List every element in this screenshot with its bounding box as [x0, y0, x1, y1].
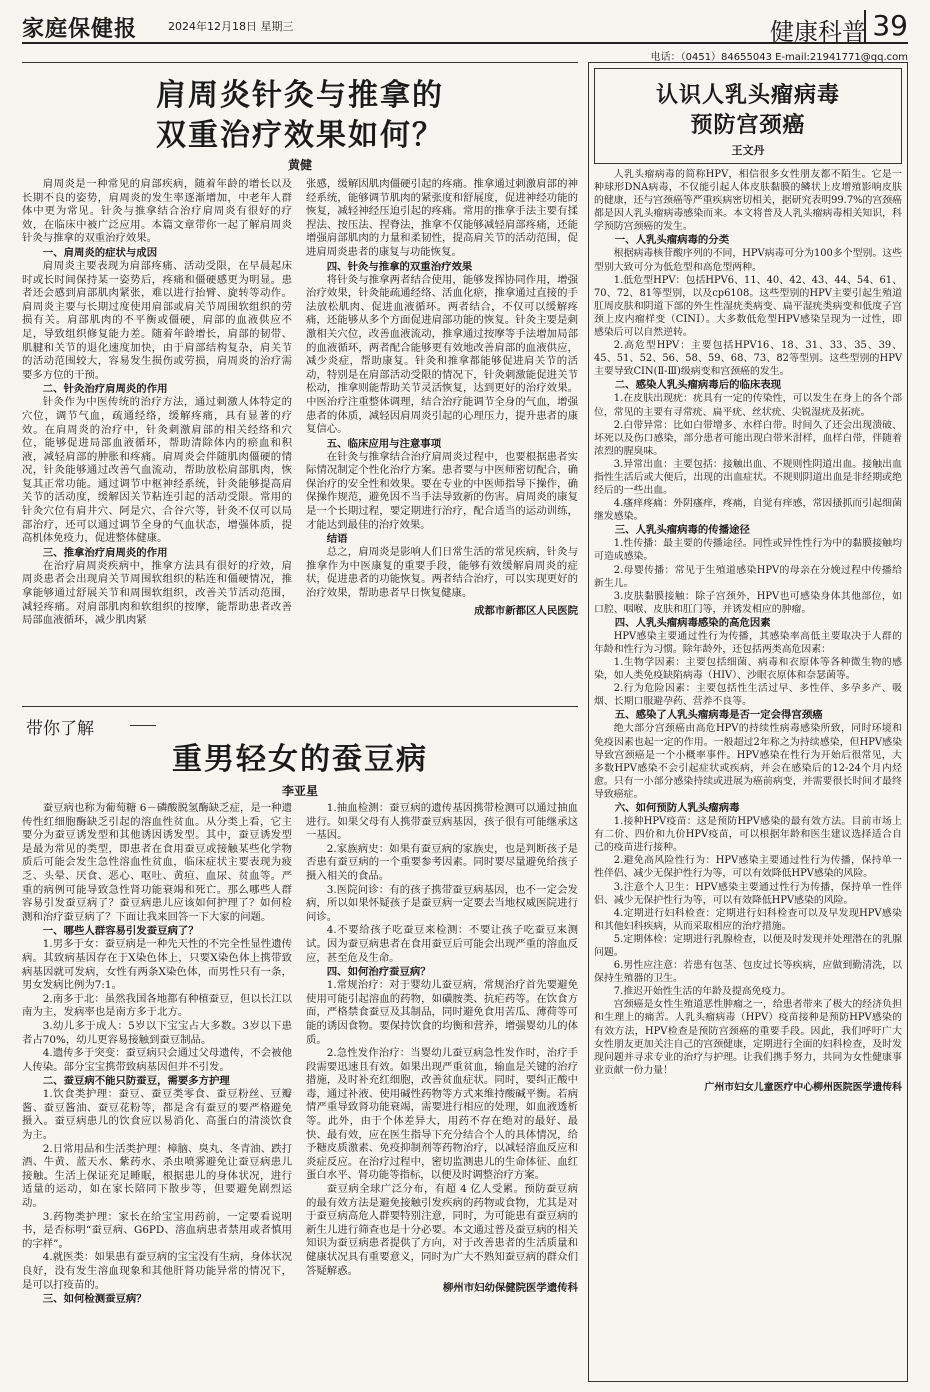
section-heading: 六、如何预防人乳头瘤病毒: [614, 802, 740, 815]
section-heading: 三、推拿治疗肩周炎的作用: [42, 546, 168, 559]
article1-column-1: [22, 178, 292, 700]
paragraph: 1.男多于女：蚕豆病是一种先天性的不完全性显性遗传病。其致病基因存在于X染色体上，只要X染色体上携带致病基因就可发病，女性有两条X染色体，而男性只有一条，男女发病比例为7:1。: [22, 938, 292, 992]
title-line: 肩周炎针灸与推拿的: [156, 78, 444, 113]
paragraph: 1.抽血检测：蚕豆病的遗传基因携带检测可以通过抽血进行。如果父母有人携带蚕豆病基因，孩子很有可能继承这一基因。: [306, 802, 578, 842]
contact-line: 电话：（0451）84655043 E-mail:21941771@qq.com: [650, 52, 908, 63]
section-heading: 四、针灸与推拿的双重治疗效果: [326, 260, 473, 273]
section-heading: 二、针灸治疗肩周炎的作用: [42, 383, 168, 396]
paragraph: 肩周炎主要表现为肩部疼痛、活动受限，在早晨起床时或长时间保持某一姿势后，疼痛和僵硬感更为明显。患者还会感到肩部肌肉紧张，难以进行抬臂、旋转等动作。肩周炎主要与长期过度使用肩部或肩关节周围软组织的劳损有关。肩部肌肉的不平衡或僵硬，肩部的血液供应不足，导致组织修复能力差。随着年龄增长，肩部的韧带、肌腱和关节的退化速度加快，由于肩部结构复杂，肩关节的活动范围较大，容易发生损伤或劳损，肩周炎的治疗需要多方位的干预。: [22, 259, 292, 381]
paragraph: 2.母婴传播：常见于生殖道感染HPV的母亲在分娩过程中传播给新生儿。: [594, 564, 902, 589]
paragraph: 1.生物学因素：主要包括细菌、病毒和衣原体等各种微生物的感染，如人类免疫缺陷病毒（HIV）、沙眼衣原体和奈瑟菌等。: [594, 657, 902, 682]
section-heading: 四、如何治疗蚕豆病？: [326, 966, 431, 979]
paragraph: 4.不要给孩子吃蚕豆来检测：不要让孩子吃蚕豆来测试。因为蚕豆病患者在食用蚕豆后可能会出现严重的溶血反应，甚至危及生命。: [306, 924, 578, 964]
article3-author: 王文丹: [731, 144, 765, 157]
paragraph: 3.药物类护理：家长在给宝宝用药前，一定要看说明书，是否标明“蚕豆病、G6PD、溶血病患者禁用或者慎用的字样”。: [22, 1210, 292, 1250]
paragraph: 1.饮食类护理：蚕豆、蚕豆类零食、蚕豆粉丝、豆瓣酱、蚕豆酱油、蚕豆花粉等，都是含有蚕豆的要严格避免摄入。蚕豆病患儿的饮食应以易消化、高蛋白的清淡饮食为主。: [22, 1088, 292, 1142]
section-title: 健康科普: [770, 18, 866, 46]
paragraph: 2.家族病史：如果有蚕豆病的家族史，也是判断孩子是否患有蚕豆病的一个重要参考因素。同时要尽量避免给孩子摄入相关的食品。: [306, 842, 578, 882]
article3-body: [594, 168, 902, 1376]
paragraph: 2.白带异常：比如白带增多、水样白带。时间久了还会出现溃破、坏死以及伤口感染，部分患者可能出现白带米泔样，血样白带，伴随着浓烈的腥臭味。: [594, 419, 902, 457]
divider: [22, 706, 578, 707]
section-heading: 一、肩周炎的症状与成因: [42, 246, 158, 259]
section-heading: 二、感染人乳头瘤病毒后的临床表现: [614, 379, 782, 392]
paragraph: 5.定期体检：定期进行乳腺检查，以便及时发现并处理潜在的乳腺问题。: [594, 933, 902, 958]
page-number: 39: [864, 10, 908, 42]
paragraph: 6.男性应注意：若患有包茎、包皮过长等疾病，应做到勤清洗，以保持生殖器的卫生。: [594, 960, 902, 985]
article1-author: 黄健: [287, 158, 312, 172]
section-heading: 五、临床应用与注意事项: [326, 437, 442, 450]
paragraph: 2.避免高风险性行为：HPV感染主要通过性行为传播，保持单一性伴侣、减少无保护性行为等，可以有效降低HPV感染的风险。: [594, 855, 902, 880]
paragraph: 3.注意个人卫生：HPV感染主要通过性行为传播，保持单一性伴侣、减少无保护性行为等，可以有效降低HPV感染的风险。: [594, 881, 902, 906]
section-heading: 三、人乳头瘤病毒的传播途径: [614, 524, 750, 537]
section-heading: 二、蚕豆病不能只防蚕豆，需要多方护理: [42, 1075, 230, 1088]
paragraph: 人乳头瘤病毒的简称HPV，相信很多女性朋友都不陌生。它是一种球形DNA病毒，不仅能引起人体皮肤黏膜的鳞状上皮增殖影响皮肤的健康，还与宫颈癌等严重疾病密切相关，据研究表明99.7%的宫颈癌都是因人乳头瘤病毒感染而来。本文将普及人乳头瘤病毒相关知识，科学预防宫颈癌的发生。: [594, 169, 902, 233]
paragraph: 肩周炎是一种常见的肩部疾病，随着年龄的增长以及长期不良的姿势，肩周炎的发生率逐渐增加，中老年人群体中更为常见。针灸与推拿结合治疗肩周炎有很好的疗效，在临床中被广泛应用。本篇文章带你一起了解肩周炎针灸与推拿的双重治疗效果。: [22, 178, 292, 245]
paragraph: 针灸作为中医传统的治疗方法，通过刺激人体特定的穴位，调节气血，疏通经络，缓解疼痛，具有显著的疗效。在肩周炎的治疗中，针灸刺激肩部的相关经络和穴位，能够促进局部血液循环，帮助清除体内的瘀血和积液，减轻肩部的肿胀和疼痛。肩周炎会伴随肌肉僵硬的情况，针灸能够通过改善气血流动，帮助放松肩部肌肉，恢复其正常功能。通过调节中枢神经系统，针灸能够提高肩关节的活动度，缓解因关节粘连引起的活动受限。常用的针灸穴位有肩井穴、阿是穴、合谷穴等，针灸不仅可以局部治疗，还可以通过调节全身的气血状态，增强体质，提高机体免疫力，促进整体健康。: [22, 396, 292, 545]
article1-column-2: [306, 178, 578, 700]
section-heading: 五、感染了人乳头瘤病毒是否一定会得宫颈癌: [614, 709, 823, 722]
article3-title: [594, 80, 902, 140]
article2-author: 李亚星: [281, 784, 318, 798]
paragraph: 蚕豆病全球广泛分布，有超 4 亿人受累。预防蚕豆病的最有效方法是避免接触引发疾病的药物或食物，尤其是对于蚕豆病高危人群要特别注意，同时，为可能患有蚕豆病的新生儿进行筛查也是十分必要。本文通过普及蚕豆病的相关知识为蚕豆病患者提供了方向，对于改善患者的生活质量和健康状况具有重要意义，同时为广大不熟知蚕豆病的群众们答疑解惑。: [306, 1183, 578, 1277]
masthead: [22, 9, 908, 46]
article2-column-1: [22, 802, 292, 1382]
paragraph: 1.接种HPV疫苗：这是预防HPV感染的最有效方法。目前市场上有二价、四价和九价HPV疫苗，可以根据年龄和医生建议选择适合自己的疫苗进行接种。: [594, 816, 902, 854]
section-heading: 四、人乳头瘤病毒感染的高危因素: [614, 616, 771, 629]
paragraph: 3.医院问诊：有的孩子携带蚕豆病基因，也不一定会发病，所以如果怀疑孩子是蚕豆病一定要去当地权威医院进行问诊。: [306, 883, 578, 923]
paragraph: 宫颈癌是女性生殖道恶性肿瘤之一，给患者带来了极大的经济负担和生理上的痛苦。人乳头瘤病毒（HPV）疫苗接种是预防HPV感染的有效方法，HPV检查是预防宫颈癌的重要手段。因此，我们呼吁广大女性朋友更加关注自己的宫颈健康，定期进行全面的妇科检查，及时发现问题并寻求专业的治疗与护理。让我们携手努力，共同为女性健康事业贡献一份力量！: [594, 999, 902, 1076]
paragraph: 2.日常用品和生活类护理：樟脑、臭丸、冬青油、跌打酒、牛黄、蓝天水、紫药水、杀虫喷雾避免让蚕豆病患儿接触。生活上保证充足睡眠，根据患儿的身体状况，进行适量的运动，如在家长陪同下散步等，但要避免剧烈运动。: [22, 1142, 292, 1210]
paragraph: 7.推迟开始性生活的年龄及提高免疫力。: [613, 986, 792, 998]
section-heading: 三、如何检测蚕豆病？: [42, 1293, 147, 1306]
paragraph: 4.瘙痒疼痛：外阴瘙痒，疼痛，自觉有痒感，常因搔抓而引起细菌继发感染。: [594, 498, 902, 523]
paper-name: 家庭保健报: [22, 17, 138, 42]
paragraph: 张感，缓解因肌肉僵硬引起的疼痛。推拿通过刺激肩部的神经系统，能够调节肌肉的紧张度和舒展度，促进神经功能的恢复，减轻神经压迫引起的疼痛。常用的推拿手法主要有揉捏法、按压法、捏脊法，推拿不仅能够减轻肩部疼痛，还能增强肩部肌肉的力量和柔韧性，提高肩关节的活动范围，促进肩周炎患者的康复与功能恢复。: [306, 178, 578, 258]
paragraph: 3.异常出血：主要包括：接触出血、不规则性阴道出血。接触出血指性生活后或大便后，出现的出血症状。不规则阴道出血是非经期或绝经后的一些出血。: [594, 458, 902, 497]
paragraph: 1.在皮肤出现疣：疣具有一定的传染性，可以发生在身上的各个部位，常见的主要有寻常疣、扁平疣、丝状疣、尖锐湿疣及拓疣。: [594, 393, 902, 418]
paragraph: 3.幼儿多于成人：5岁以下宝宝占大多数。3岁以下患者占70%，幼儿更容易接触到蚕豆制品。: [22, 1019, 292, 1046]
issue-date: 2024年12月18日 星期三: [168, 20, 294, 33]
article2-title: 重男轻女的蚕豆病: [172, 742, 428, 777]
paragraph: 4.就医类：如果患有蚕豆病的宝宝没有生病，身体状况良好，没有发生溶血现象和其他肝肾功能异常的情况下，是可以打疫苗的。: [22, 1251, 292, 1291]
paragraph: 1.低危型HPV：包括HPV6、11、40、42、43、44、54、61、70、72、81等型别，以及cp6108。这些型别的HPV主要引起生殖道肛周皮肤和阴道下部的外生性湿疣类病变、扁平湿疣类病变和低度子宫颈上皮内瘤样变（CINⅠ）。大多数低危型HPV感染呈现为一过性，即感染后可以自然逆转。: [594, 274, 902, 339]
kicker-dash: [130, 725, 156, 726]
article2-kicker: 带你了解: [26, 719, 94, 739]
divider: [22, 62, 578, 63]
paragraph: 3.皮肤黏膜接触：除子宫颈外，HPV也可感染身体其他部位，如口腔、咽喉、皮肤和肛门等，并诱发相应的肿瘤。: [594, 590, 902, 615]
article1-title: [22, 76, 578, 156]
source-credit: 成都市新都区人民医院: [474, 604, 578, 617]
paragraph: 2.急性发作治疗：当婴幼儿蚕豆病急性发作时，治疗手段需要迅速且有效。如果出现严重贫血，输血是关键的治疗措施，及时补充红细胞，改善贫血症状。同时，要纠正酸中毒，通过补液、使用碱性药物等方式来维持酸碱平衡。若病情严重导致肾功能衰竭，需要进行相应的处理，如血液透析等。此外，由于个体差异大，用药不存在绝对的最好、最快、最有效，应在医生指导下充分结合个人的具体情况，给予糖皮质激素、免疫抑制剂等药物治疗，以减轻溶血反应和炎症反应。在治疗过程中，密切监测患儿的生命体征、血红蛋白水平、肾功能等指标，以便及时调整治疗方案。: [306, 1047, 578, 1182]
paragraph: 在针灸与推拿结合治疗肩周炎过程中，也要根据患者实际情况制定个性化治疗方案。患者要与中医师密切配合，确保治疗的安全性和效果。要在专业的中医师指导下操作，确保操作规范，避免因不当手法导致新的伤害。肩周炎的康复是一个长期过程，要定期进行治疗，配合适当的运动训练，才能达到最佳的治疗效果。: [306, 450, 578, 531]
paragraph: 总之，肩周炎是影响人们日常生活的常见疾病，针灸与推拿作为中医康复的重要手段，能够有效缓解肩周炎的症状，促进患者的功能恢复。两者结合治疗，可以实现更好的治疗效果，帮助患者早日恢复健康。: [306, 546, 578, 600]
paragraph: 2.高危型HPV：主要包括HPV16、18、31、33、35、39、45、51、52、56、58、59、68、73、82等型别。这些型别的HPV主要导致CIN(Ⅱ-Ⅲ)级病变和宫颈癌的发生。: [594, 340, 902, 378]
section-heading: 结语: [326, 533, 348, 546]
paragraph: 2.行为危险因素：主要包括性生活过早、多性伴、多孕多产、吸烟、长期口服避孕药、营养不良等。: [594, 683, 902, 708]
paragraph: 1.性传播：最主要的传播途径。同性或异性性行为中的黏膜接触均可造成感染。: [594, 538, 902, 563]
article2-column-2: [306, 802, 578, 1382]
paragraph: 绝大部分宫颈癌由高危HPV的持续性病毒感染所致，同时环境和免疫因素也起一定的作用。一般超过2年称之为持续感染，但HPV感染导致宫颈癌是一个小概率事件。HPV感染在性行为开始后很常见，大多数HPV感染不会引起症状或疾病，并会在感染后的12-24个月内烃愈。只有一小部分感染持续或进展为癌前病变，并需要很长时间才最终导致癌症。: [594, 723, 902, 800]
source-credit: 广州市妇女儿童医疗中心柳州医院医学遗传科: [704, 1081, 902, 1093]
paragraph: 4.定期进行妇科检查：定期进行妇科检查可以及早发现HPV感染和其他妇科疾病，从而采取相应的治疗措施。: [594, 907, 902, 932]
section-heading: 一、人乳头瘤病毒的分类: [614, 234, 730, 247]
paragraph: HPV感染主要通过性行为传播，其感染率高低主要取决于人群的年龄和性行为习惯。除年龄外，还包括两类高危因素：: [594, 630, 902, 655]
paragraph: 根据病毒核苷酸序列的不同，HPV病毒可分为100多个型别。这些型别大致可分为低危型和高危型两种。: [594, 248, 902, 273]
title-line: 预防宫颈癌: [690, 112, 806, 138]
paragraph: 将针灸与推拿两者结合使用，能够发挥协同作用，增强治疗效果，针灸能疏通经络、活血化瘀，推拿通过直接的手法放松肌肉、促进血液循环。两者结合，不仅可以缓解疼痛，还能够从多个方面促进肩部功能的恢复。针灸主要是刺激相关穴位，改善血液流动，推拿通过按摩等手法增加局部的血液循环，两者配合能够更有效地改善肩部的血液供应，减少炎症，帮助康复。针灸和推拿都能够促进肩关节的活动，特别是在肩部活动受限的情况下，针灸刺激能促进关节松动，推拿则能帮助关节灵活恢复，达到更好的治疗效果。中医治疗注重整体调理，结合治疗能调节全身的气血，增强患者的体质，减轻因肩周炎引起的心理压力，提升患者的康复信心。: [306, 273, 578, 436]
paragraph: 2.南多于北：虽然我国各地都有种植蚕豆，但以长江以南为主，发病率也是南方多于北方。: [22, 992, 292, 1019]
paragraph: 4.遗传多于突变：蚕豆病只会通过父母遗传，不会被他人传染。部分宝宝携带致病基因但并不引发。: [22, 1047, 292, 1073]
title-line: 双重治疗效果如何？: [156, 118, 444, 153]
source-credit: 柳州市妇幼保健院医学遗传科: [442, 1282, 578, 1295]
paragraph: 1.常规治疗：对于婴幼儿蚕豆病，常规治疗首先要避免使用可能引起溶血的药物，如磺胺类、抗疟药等。在饮食方面，严格禁食蚕豆及其制品，同时避免食用苦瓜、薄荷等可能的诱因食物。要保持饮食的均衡和营养，增强婴幼儿的体质。: [306, 979, 578, 1046]
paragraph: 蚕豆病也称为葡萄糖 6－磷酸脱氢酶缺乏症，是一种遗传性红细胞酶缺乏引起的溶血性贫血。从分类上看，它主要分为蚕豆诱发型和其他诱因诱发型。其中，蚕豆诱发型是最为常见的类型，即患者在食用蚕豆或接触某些化学物质后可能会发生急性溶血性贫血，临床症状主要表现为疲乏、头晕、厌食、恶心、呕吐、黄疸、血尿、贫血等。严重的病例可能导致急性肾功能衰竭和死亡。那么哪些人群容易引发蚕豆病了？蚕豆病患儿应该如何护理了？如何检测和治疗蚕豆病了？下面让我来回答一下大家的问题。: [22, 802, 292, 923]
paragraph: 在治疗肩周炎疾病中，推拿方法具有很好的疗效，肩周炎患者会出现肩关节周围软组织的粘连和僵硬情况，推拿能够通过舒展关节和周围软组织，改善关节活动范围，减轻疼痛。对肩部肌肉和软组织的按摩，能帮助患者改善局部血液循环，减少肌肉紧: [22, 559, 292, 627]
title-line: 认识人乳头瘤病毒: [655, 82, 840, 108]
section-heading: 一、哪些人群容易引发蚕豆病了？: [42, 925, 199, 938]
